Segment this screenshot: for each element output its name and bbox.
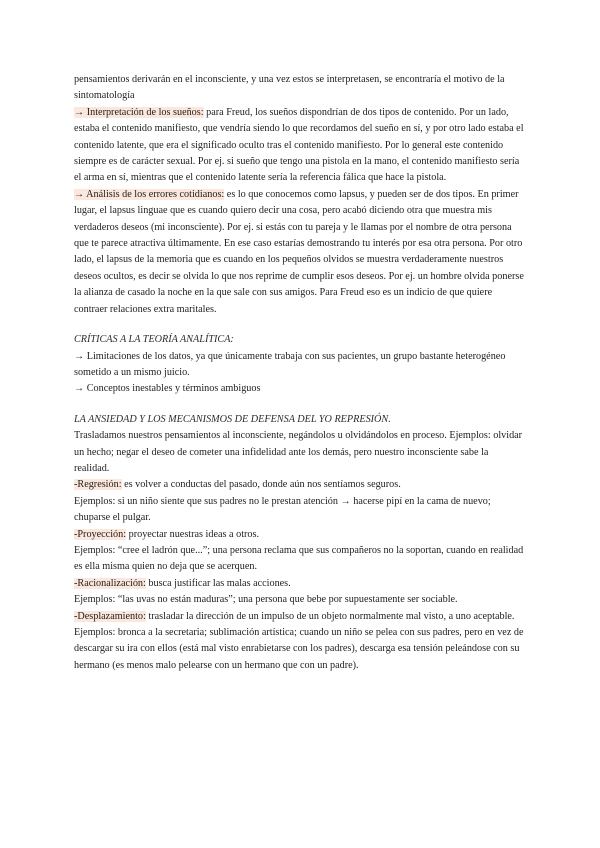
mechanism-text: trasladar la dirección de un impulso de un objeto normalmente mal visto, a uno aceptable. (145, 610, 515, 622)
mechanism-desplazamiento (74, 609, 526, 625)
ansiedad-heading: LA ANSIEDAD Y LOS MECANISMOS DE DEFENSA DEL YO REPRESIÓN. (74, 413, 391, 425)
mechanism-example: Ejemplos: si un niño siente que sus padres no le prestan atención → hacerse pipí en la cama de nuevo; chuparse el pulgar. (74, 495, 491, 524)
mechanism-example: Ejemplos: “las uvas no están maduras”; una persona que bebe por supuestamente ser sociable. (74, 594, 458, 606)
highlight-label: -Racionalización: (74, 577, 146, 589)
mechanism-example: Ejemplos: “cree el ladrón que...”; una persona reclama que sus compañeros no la soportan, cuando en realidad es ella misma quien no deja que se acerquen. (74, 544, 524, 573)
mechanism-racionalizacion (74, 576, 526, 592)
criticas-line: → Limitaciones de los datos, ya que únicamente trabaja con sus pacientes, un grupo bastante heterogéneo sometido a un mismo juicio. (74, 350, 506, 378)
spacer (74, 318, 526, 332)
item-analisis-errores (74, 187, 526, 318)
mechanism-text: es volver a conductas del pasado, donde aún nos sentíamos seguros. (121, 479, 401, 491)
highlight-label: → Interpretación de los sueños: (74, 106, 204, 118)
criticas-line: → Conceptos inestables y términos ambiguos (74, 383, 261, 395)
item-text: es lo que conocemos como lapsus, y pueden ser de dos tipos. En primer lugar, el lapsus linguae que es cuando quiero decir una cosa, pero acabó diciendo otra que muestra mis verdaderos deseos (mi inconsciente). Por ej. si estás con tu pareja y le llamas por el nombre de otra persona que te parece atractiva últimamente. En ese caso estarías demostrando tu interés por esa otra persona. Por otro lado, el lapsus de la memoria que es cuando en los pequeños olvidos se muestra verdaderamente nuestros deseos ocultos, es decir se olvida lo que nos reprime de cumplir esos deseos. Por ej. un hombre olvida ponerse la alianza de casado la noche en la que sale con sus amigos. Para Freud eso es un indicio de que quiere contraer relaciones extra maritales. (74, 188, 524, 315)
mechanism-example: Ejemplos: bronca a la secretaria; sublimación artística; cuando un niño se pelea con sus padres, pero en vez de descargar su ira con ellos (está mal visto enrabietarse con los padres), descarga esa tensión peleándose con su hermano (es menos malo pelearse con un hermano que con un padre). (74, 627, 524, 671)
highlight-label: -Proyección: (74, 528, 127, 540)
criticas-heading: CRÍTICAS A LA TEORÍA ANALÍTICA: (74, 334, 234, 346)
spacer (74, 398, 526, 412)
item-interpretacion-suenos (74, 105, 526, 187)
intro-paragraph: pensamientos derivarán en el inconsciente, y una vez estos se interpretasen, se encontraría el motivo de la sintomatología (74, 74, 505, 102)
mechanism-text: proyectar nuestras ideas a otros. (126, 528, 260, 540)
item-text: para Freud, los sueños dispondrían de dos tipos de contenido. Por un lado, estaba el contenido manifiesto, que vendría siendo lo que recordamos del sueño en sí, y por otro lado estaba el contenido latente, que era el significado oculto tras el contenido manifiesto. Por lo general este contenido siempre es de carácter sexual. Por ej. si sueño que tengo una pistola en la mano, el contenido manifiesto sería el arma en sí, mientras que el contenido latente sería la referencia fálica que hace la pistola. (74, 106, 524, 184)
highlight-label: -Desplazamiento: (74, 610, 146, 622)
ansiedad-intro: Trasladamos nuestros pensamientos al inconsciente, negándolos u olvidándolos en proceso. Ejemplos: olvidar un hecho; negar el deseo de cometer una infidelidad ante los demás, pero nuestro inconsciente sabe la realidad. (74, 430, 523, 474)
highlight-label: → Análisis de los errores cotidianos: (74, 188, 225, 200)
mechanism-proyeccion (74, 527, 526, 543)
highlight-label: -Regresión: (74, 479, 122, 491)
mechanism-text: busca justificar las malas acciones. (145, 577, 291, 589)
mechanism-regresion (74, 477, 526, 493)
